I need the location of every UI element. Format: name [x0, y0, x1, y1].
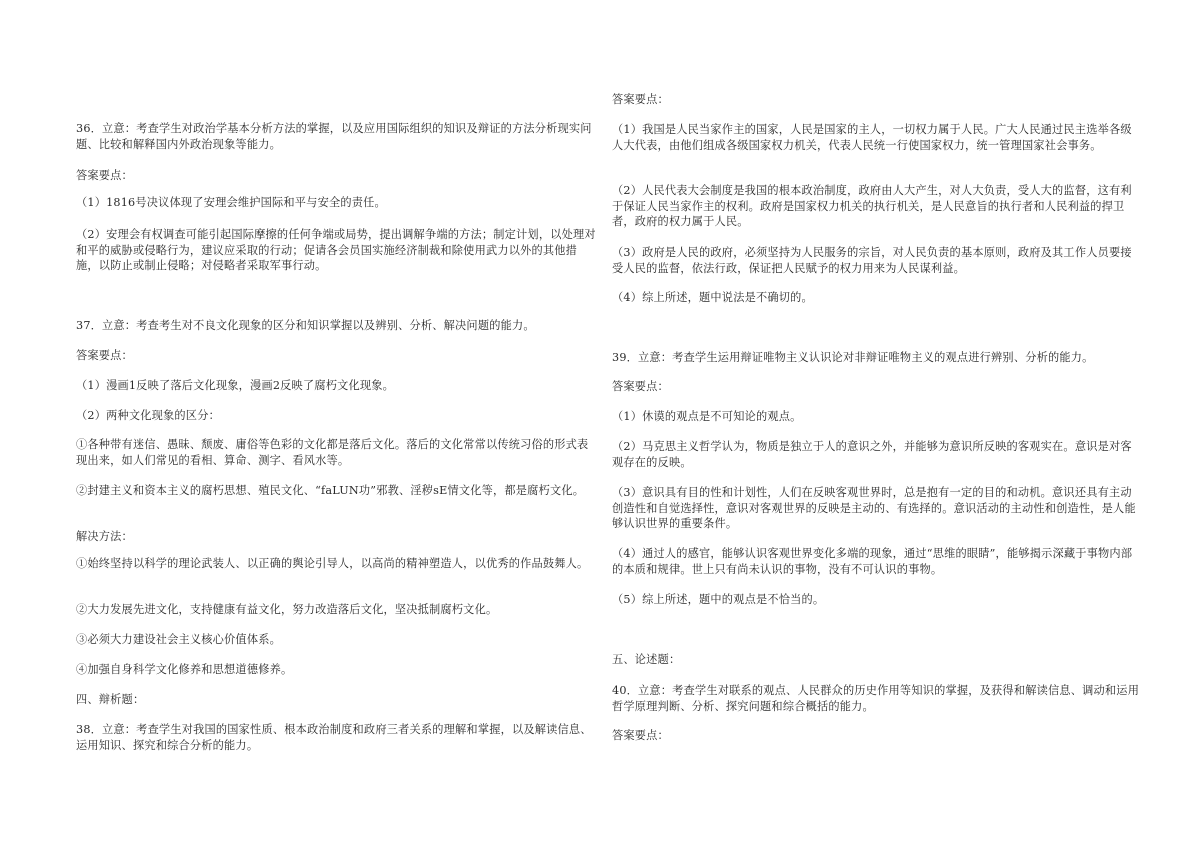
q38-answer-heading: 答案要点： — [612, 93, 669, 106]
q37-intent: 37．立意：考查考生对不良文化现象的区分和知识掌握以及辨别、分析、解决问题的能力。 — [76, 319, 535, 332]
q36-point-1: （1）1816号决议体现了安理会维护国际和平与安全的责任。 — [76, 196, 386, 209]
q38-intent: 38．立意：考查学生对我国的国家性质、根本政治制度和政府三者关系的理解和掌握，以及解读信息、运用知识、探究和综合分析的能力。 — [76, 723, 592, 752]
q39-answer-heading: 答案要点： — [612, 380, 669, 393]
q38-point-3: （3）政府是人民的政府，必须坚持为人民服务的宗旨，对人民负责的基本原则，政府及其工作人员要接受人民的监督，依法行政，保证把人民赋予的权力用来为人民谋利益。 — [612, 246, 1132, 275]
section-5-heading: 五、论述题： — [612, 653, 681, 666]
q36-intent: 36．立意：考查学生对政治学基本分析方法的掌握，以及应用国际组织的知识及辩证的方法分析现实问题、比较和解释国内外政治现象等能力。 — [76, 122, 592, 151]
section-4-heading: 四、辩析题： — [76, 693, 145, 706]
q36-answer-heading: 答案要点： — [76, 169, 133, 182]
q37-method-2: ②大力发展先进文化，支持健康有益文化，努力改造落后文化，坚决抵制腐朽文化。 — [76, 603, 498, 616]
q39-intent: 39．立意：考查学生运用辩证唯物主义认识论对非辩证唯物主义的观点进行辨别、分析的能力。 — [612, 351, 1094, 364]
q37-point-2: （2）两种文化现象的区分： — [76, 409, 220, 422]
q39-point-1: （1）休谟的观点是不可知论的观点。 — [612, 410, 802, 423]
q37-answer-heading: 答案要点： — [76, 349, 133, 362]
q37-method-heading: 解决方法： — [76, 530, 133, 543]
q40-intent: 40．立意：考查学生对联系的观点、人民群众的历史作用等知识的掌握，及获得和解读信息、调动和运用哲学原理判断、分析、探究问题和综合概括的能力。 — [612, 684, 1140, 713]
q39-point-2: （2）马克思主义哲学认为，物质是独立于人的意识之外，并能够为意识所反映的客观实在。意识是对客观存在的反映。 — [612, 440, 1132, 469]
q36-point-2: （2）安理会有权调查可能引起国际摩擦的任何争端或局势，提出调解争端的方法；制定计划，以处理对和平的威胁或侵略行为，建议应采取的行动；促请各会员国实施经济制裁和除使用武力以外的其他措施，以防止或制止侵略；对侵略者采取军事行动。 — [76, 228, 596, 272]
q37-method-4: ④加强自身科学文化修养和思想道德修养。 — [76, 663, 293, 676]
q39-point-3: （3）意识具有目的性和计划性，人们在反映客观世界时，总是抱有一定的目的和动机。意识还具有主动创造性和自觉选择性，意识对客观世界的反映是主动的、有选择的。意识活动的主动性和创造性，是人能够认识世界的重要条件。 — [612, 486, 1136, 530]
q37-sub-2: ②封建主义和资本主义的腐朽思想、殖民文化、“faLUN功”邪教、淫秽sE情文化等，都是腐朽文化。 — [76, 484, 585, 497]
q37-sub-1: ①各种带有迷信、愚昧、颓废、庸俗等色彩的文化都是落后文化。落后的文化常常以传统习俗的形式表现出来，如人们常见的看相、算命、测字、看风水等。 — [76, 438, 589, 467]
q37-method-3: ③必须大力建设社会主义核心价值体系。 — [76, 633, 281, 646]
q37-point-1: （1）漫画1反映了落后文化现象，漫画2反映了腐朽文化现象。 — [76, 379, 395, 392]
q39-point-4: （4）通过人的感官，能够认识客观世界变化多端的现象，通过“思维的眼睛”，能够揭示深藏于事物内部的本质和规律。世上只有尚未认识的事物，没有不可认识的事物。 — [612, 547, 1133, 576]
q38-point-2: （2）人民代表大会制度是我国的根本政治制度，政府由人大产生，对人大负责，受人大的监督，这有利于保证人民当家作主的权利。政府是国家权力机关的执行机关，是人民意旨的执行者和人民利益的捍卫者，政府的权力属于人民。 — [612, 184, 1132, 228]
q37-method-1: ①始终坚持以科学的理论武装人、以正确的舆论引导人，以高尚的精神塑造人，以优秀的作品鼓舞人。 — [76, 557, 589, 570]
q40-answer-heading: 答案要点： — [612, 729, 669, 742]
q38-point-1: （1）我国是人民当家作主的国家，人民是国家的主人，一切权力属于人民。广大人民通过民主选举各级人大代表，由他们组成各级国家权力机关，代表人民统一行使国家权力，统一管理国家社会事务。 — [612, 123, 1132, 152]
q38-point-4: （4）综上所述，题中说法是不确切的。 — [612, 291, 813, 304]
q39-point-5: （5）综上所述，题中的观点是不恰当的。 — [612, 593, 825, 606]
